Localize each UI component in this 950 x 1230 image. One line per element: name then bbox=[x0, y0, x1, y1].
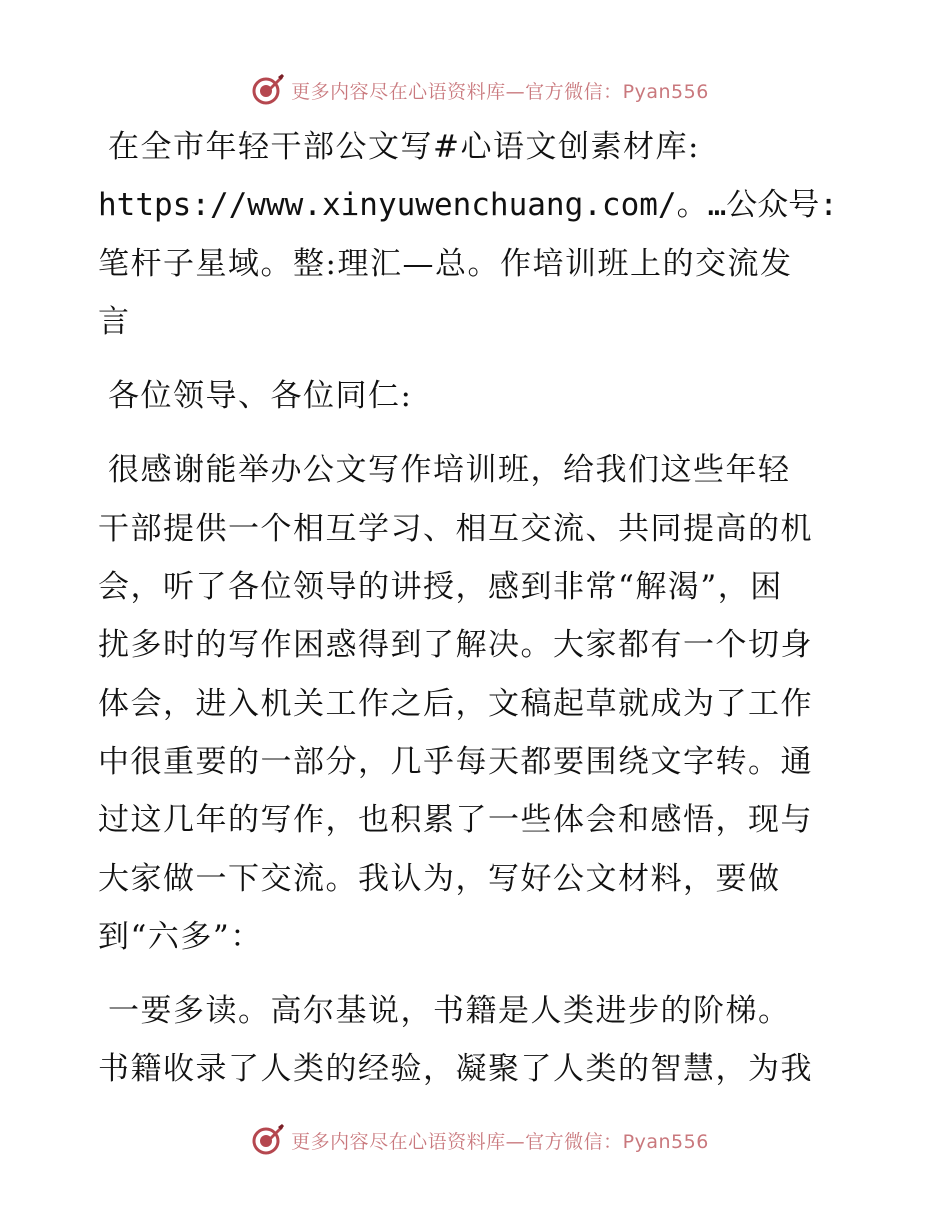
watermark-text: 更多内容尽在心语资料库—官方微信：Pyan556 bbox=[291, 80, 709, 103]
footer-watermark bbox=[0, 1120, 950, 1160]
title-line: 言 bbox=[98, 303, 131, 340]
paragraph-line: 扰多时的写作困惑得到了解决。大家都有一个切身 bbox=[98, 627, 813, 664]
document-body bbox=[98, 118, 858, 1099]
paragraph-read-more bbox=[98, 982, 858, 1099]
paragraph-line: 书籍收录了人类的经验，凝聚了人类的智慧，为我 bbox=[98, 1051, 813, 1088]
document-title bbox=[98, 118, 858, 351]
header-watermark bbox=[0, 70, 950, 110]
paragraph-line: 体会，进入机关工作之后，文稿起草就成为了工作 bbox=[98, 685, 813, 722]
paragraph-line: 中很重要的一部分，几乎每天都要围绕文字转。通 bbox=[98, 743, 813, 780]
title-line-url: https://www.xinyuwenchuang.com/。…公众号: bbox=[98, 187, 838, 224]
title-line: 笔杆子星域。整:理汇—总。作培训班上的交流发 bbox=[98, 245, 793, 282]
paragraph-line: 很感谢能举办公文写作培训班，给我们这些年轻 bbox=[108, 452, 791, 489]
greeting: 各位领导、各位同仁: bbox=[108, 378, 413, 415]
title-line: 在全市年轻干部公文写#心语文创素材库: bbox=[108, 129, 700, 165]
paragraph-line: 干部提供一个相互学习、相互交流、共同提高的机 bbox=[98, 510, 813, 547]
paragraph-line: 大家做一下交流。我认为，写好公文材料，要做 bbox=[98, 860, 781, 897]
paragraph-line: 会，听了各位领导的讲授，感到非常“解渴”，困 bbox=[98, 569, 783, 606]
paragraph-intro bbox=[98, 441, 858, 966]
quill-pen-circle-icon bbox=[251, 73, 285, 107]
paragraph-line: 到“六多”： bbox=[98, 918, 263, 955]
paragraph-line: 过这几年的写作，也积累了一些体会和感悟，现与 bbox=[98, 802, 813, 839]
watermark-text: 更多内容尽在心语资料库—官方微信：Pyan556 bbox=[291, 1130, 709, 1153]
paragraph-line: 一要多读。高尔基说，书籍是人类进步的阶梯。 bbox=[108, 993, 791, 1030]
quill-pen-circle-icon bbox=[251, 1123, 285, 1157]
